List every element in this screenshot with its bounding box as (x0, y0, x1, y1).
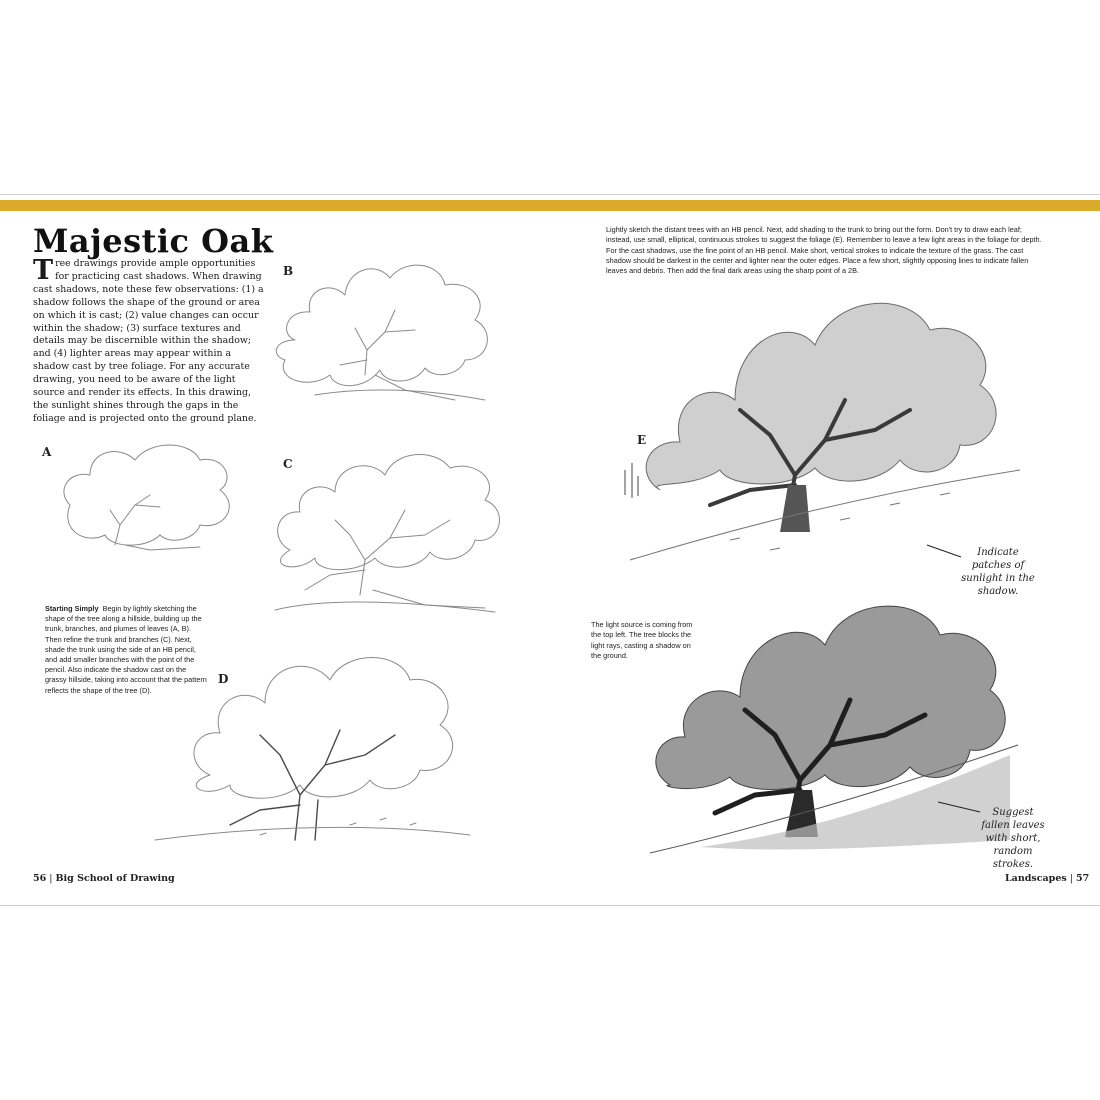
figure-label-b: B (283, 264, 294, 278)
intro-paragraph (33, 255, 265, 426)
caption-starting-simply (45, 604, 207, 696)
caption-text: Begin by lightly sketching the shape of the tree along a hillside, building up the trunk, branches, and plumes of leaves (A, B). Then refine the trunk and branches (C). Next, shade the trunk using the side of an HB pencil, and add smaller branches with the point of the pencil. Also indicate the shadow cast on the grassy hillside, taking into account that the pattern reflects the shape of the tree (D). (45, 604, 207, 695)
folio-left-number: 56 (33, 873, 47, 884)
page-title: Majestic Oak (33, 222, 274, 260)
folio-left-separator: | (49, 873, 53, 884)
drop-cap: T (33, 255, 54, 286)
figure-label-c: C (283, 457, 293, 471)
accent-bar (0, 200, 1100, 211)
folio-right (1005, 873, 1089, 884)
caption-heading: Starting Simply (45, 604, 99, 613)
note-sunlight-patches: Indicate patches of sunlight in the shadow. (961, 547, 1035, 597)
folio-left (33, 873, 175, 884)
figure-label-e: E (637, 433, 647, 447)
pointer-line-leaves (936, 800, 986, 820)
intro-text: ree drawings provide ample opportunities for practicing cast shadows. When drawing cast shadows, note these few observations: (1) a shadow follows the shape of the ground or area on which it is cast; (2) value changes can occur within the shadow; (3) surface textures and details may be discernible within the shadow; and (4) lighter areas may appear within a shadow cast by tree foliage. For any accurate drawing, you need to be aware of the light source and render its effects. In this drawing, the sunlight shines through the gaps in the foliage and is projected onto the ground plane. (33, 258, 264, 424)
figure-label-d: D (218, 672, 229, 686)
light-source-note: The light source is coming from the top left. The tree blocks the light rays, casting a shadow on the ground. (591, 620, 693, 660)
folio-left-title: Big School of Drawing (55, 873, 175, 884)
sketch-e-illustration (610, 270, 1030, 580)
figure-label-a: A (42, 445, 52, 459)
folio-right-separator: | (1069, 873, 1073, 884)
note-fallen-leaves: Suggest fallen leaves with short, random strokes. (981, 807, 1045, 870)
sketch-b-illustration (255, 250, 505, 420)
sketch-a-illustration (50, 435, 240, 575)
instructions-text: Lightly sketch the distant trees with an HB pencil. Next, add shading to the trunk to bring out the form. Don't try to draw each leaf; instead, use small, elliptical, continuous strokes to suggest the foliage (E). Remember to leave a few light areas in the foliage for depth. For the cast shadows, use the fine point of an HB pencil. Make short, vertical strokes to indicate the texture of the grass. The cast shadow should be darkest in the center and lighter near the outer edges. Place a few short, slightly opposing lines to indicate fallen leaves and debris. Then add the final dark areas using the sharp point of a 2B. (606, 225, 1042, 276)
folio-right-number: 57 (1075, 873, 1090, 884)
sketch-c-illustration (255, 440, 515, 620)
folio-right-title: Landscapes (1005, 873, 1067, 884)
pointer-line-sunlight (925, 543, 965, 563)
